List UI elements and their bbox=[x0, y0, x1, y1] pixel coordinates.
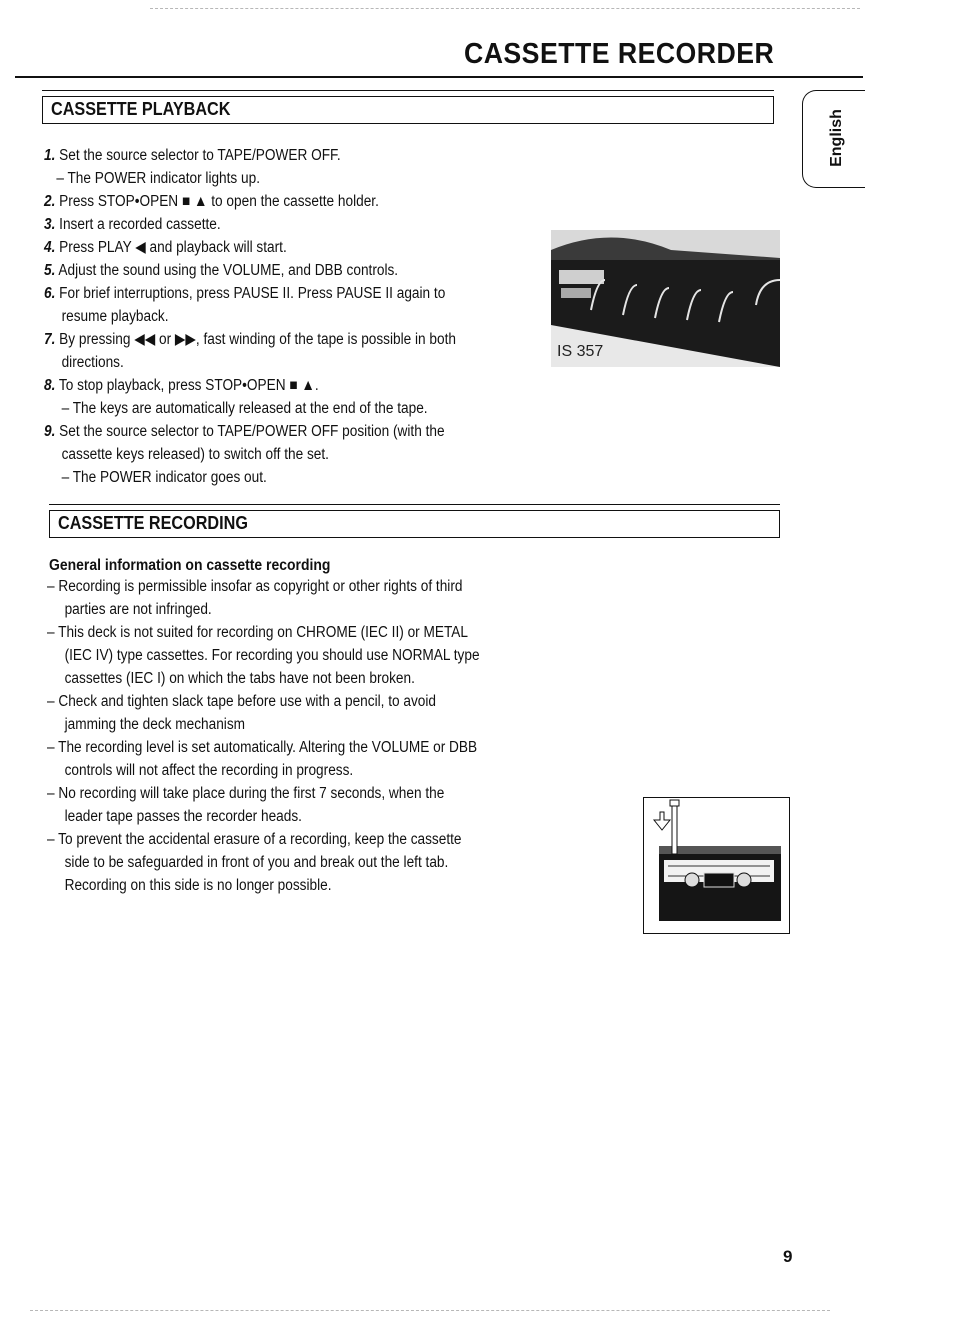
section-heading-recording bbox=[49, 510, 780, 538]
cassette-tab-illustration bbox=[643, 797, 790, 934]
info-line: controls will not affect the recording in progress. bbox=[64, 762, 354, 779]
info-line: – Check and tighten slack tape before use with a pencil, to avoid bbox=[47, 693, 436, 710]
info-line: – This deck is not suited for recording on CHROME (IEC II) or METAL bbox=[47, 624, 468, 641]
info-line: Recording on this side is no longer possible. bbox=[64, 877, 332, 894]
title-rule bbox=[15, 76, 863, 78]
info-line: – To prevent the accidental erasure of a recording, keep the cassette bbox=[47, 831, 462, 848]
info-line: jamming the deck mechanism bbox=[64, 716, 246, 733]
playback-instructions bbox=[44, 144, 512, 489]
page-title: CASSETTE RECORDER bbox=[463, 38, 774, 70]
instruction-line: – The keys are automatically released at the end of the tape. bbox=[61, 400, 428, 417]
section-heading-label: CASSETTE PLAYBACK bbox=[51, 99, 231, 119]
cassette-keys-photo bbox=[551, 230, 780, 367]
instruction-line: 1. Set the source selector to TAPE/POWER OFF. bbox=[44, 147, 341, 164]
instruction-line: 9. Set the source selector to TAPE/POWER OFF position (with the bbox=[44, 423, 445, 440]
language-tab-label: English bbox=[827, 109, 845, 167]
section-heading-playback bbox=[42, 96, 774, 124]
info-line: parties are not infringed. bbox=[64, 601, 212, 618]
info-line: cassettes (IEC I) on which the tabs have not been broken. bbox=[64, 670, 415, 687]
instruction-line: resume playback. bbox=[61, 308, 169, 325]
instruction-line: 7. By pressing ◀◀ or ▶▶, fast winding of the tape is possible in both bbox=[44, 331, 456, 348]
instruction-line: 2. Press STOP•OPEN ■ ▲ to open the cassette holder. bbox=[44, 193, 379, 210]
instruction-line: – The POWER indicator lights up. bbox=[56, 170, 261, 187]
recording-info-list bbox=[47, 575, 539, 897]
instruction-line: directions. bbox=[61, 354, 124, 371]
info-line: leader tape passes the recorder heads. bbox=[64, 808, 302, 825]
info-line: – Recording is permissible insofar as copyright or other rights of third bbox=[47, 578, 463, 595]
scan-artifact-bottom bbox=[30, 1310, 830, 1317]
photo-label-text: IS 357 bbox=[557, 343, 604, 360]
section-heading-label: CASSETTE RECORDING bbox=[58, 513, 248, 533]
instruction-line: 3. Insert a recorded cassette. bbox=[44, 216, 221, 233]
info-line: side to be safeguarded in front of you and break out the left tab. bbox=[64, 854, 449, 871]
instruction-line: – The POWER indicator goes out. bbox=[61, 469, 267, 486]
instruction-line: 4. Press PLAY ◀ and playback will start. bbox=[44, 239, 287, 256]
scan-artifact-top bbox=[150, 8, 860, 15]
arrow-down-icon bbox=[654, 812, 670, 830]
cassette-drawing bbox=[644, 798, 788, 932]
language-tab bbox=[802, 90, 865, 188]
info-line: (IEC IV) type cassettes. For recording you should use NORMAL type bbox=[64, 647, 480, 664]
instruction-line: 5. Adjust the sound using the VOLUME, and DBB controls. bbox=[44, 262, 399, 279]
instruction-line: cassette keys released) to switch off the set. bbox=[61, 446, 329, 463]
info-line: – No recording will take place during the first 7 seconds, when the bbox=[47, 785, 445, 802]
info-line: – The recording level is set automatically. Altering the VOLUME or DBB bbox=[47, 739, 478, 756]
instruction-line: 8. To stop playback, press STOP•OPEN ■ ▲. bbox=[44, 377, 319, 394]
instruction-line: 6. For brief interruptions, press PAUSE II. Press PAUSE II again to bbox=[44, 285, 446, 302]
recording-subheading: General information on cassette recording bbox=[49, 557, 331, 574]
page-number: 9 bbox=[783, 1247, 793, 1266]
